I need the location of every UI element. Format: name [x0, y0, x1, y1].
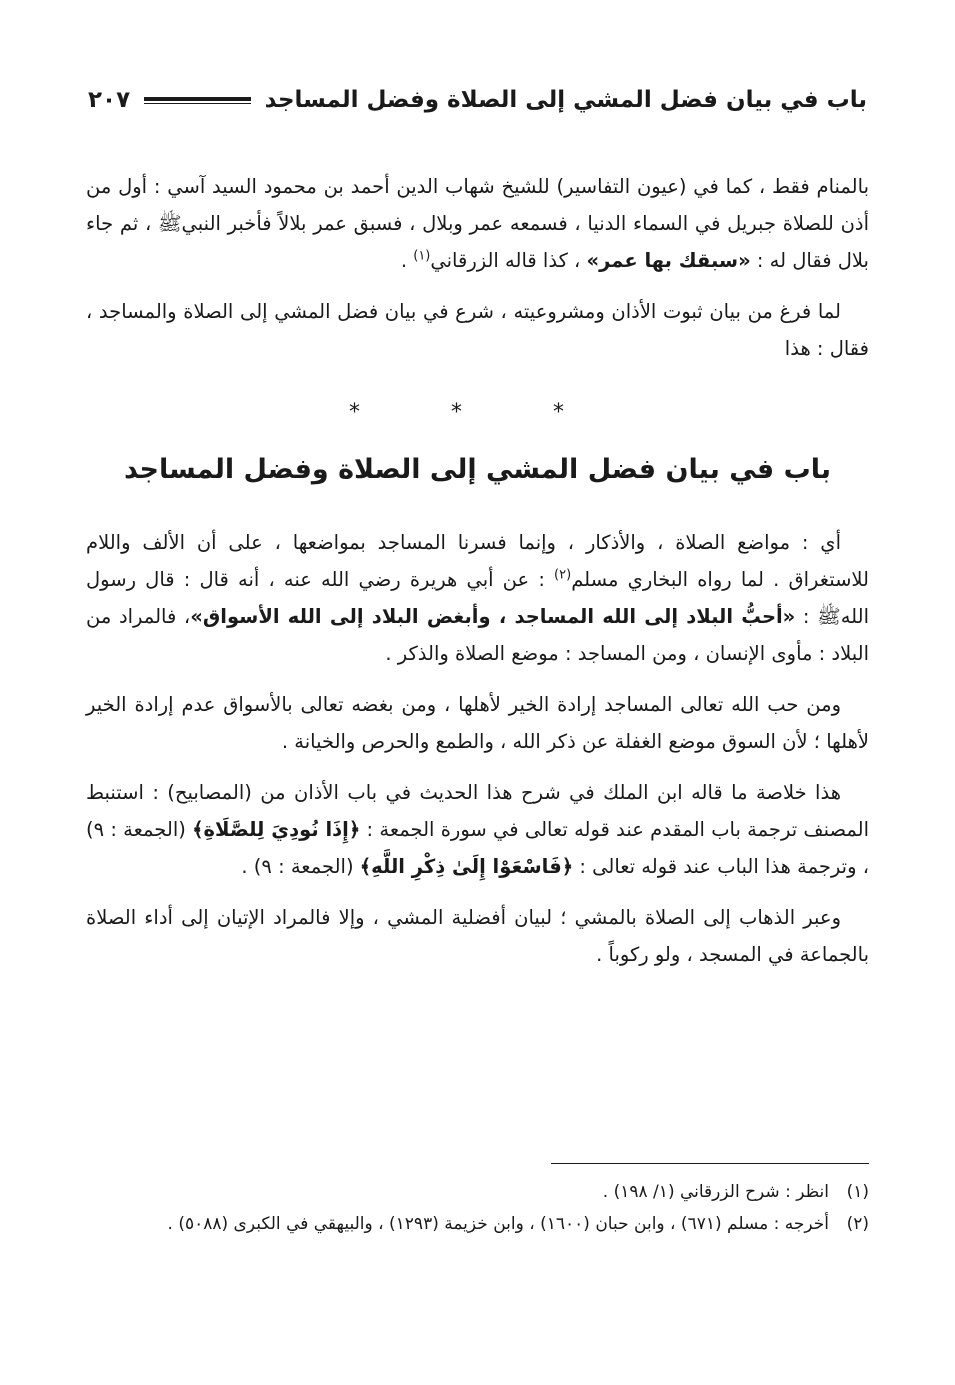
footnote-ref-1[interactable]: (١): [413, 248, 431, 264]
footnote-number: (٢): [846, 1214, 869, 1234]
section-separator: * * *: [349, 400, 606, 425]
hadith-quote: «سبقك بها عمر»: [586, 249, 751, 272]
body-paragraph-2: ومن حب الله تعالى المساجد إرادة الخير لأهلها ، ومن بغضه تعالى بالأسواق عدم إرادة الخير لأهلها ؛ لأن السوق موضع الغفلة عن ذكر الله ، والطمع والحرص والخيانة .: [86, 693, 869, 753]
footnote-number: (١): [846, 1182, 869, 1202]
intro-paragraph-1: بالمنام فقط ، كما في (عيون التفاسير) للشيخ شهاب الدين أحمد بن محمود السيد آسي : أول من أذن للصلاة جبريل في السماء الدنيا ، فسمعه عمر وبلال ، فسبق عمر بلالاً فأخبر النبيﷺ ، ثم جاء بلال فقال له : «سبقك بها عمر» ، كذا قاله الزرقاني$^{(١)}$ .: [86, 175, 869, 272]
running-header-title: باب في بيان فضل المشي إلى الصلاة وفضل المساجد: [264, 87, 867, 113]
footnote-text: أخرجه : مسلم (٦٧١) ، وابن حبان (١٦٠٠) ، وابن خزيمة (١٢٩٣) ، والبيهقي في الكبرى (٥٠٨٨) .: [167, 1214, 829, 1234]
intro-text: [86, 168, 869, 381]
footnote-text: انظر : شرح الزرقاني (١/ ١٩٨) .: [602, 1182, 829, 1202]
footnote-rule: [551, 1163, 869, 1164]
body-paragraph-1: أي : مواضع الصلاة ، والأذكار ، وإنما فسرنا المساجد بمواضعها ، على أن الألف واللام للاستغراق . لما رواه البخاري مسلم$^{(٢)}$ : عن أبي هريرة رضي الله عنه ، أنه قال : قال رسول اللهﷺ : «أحبُّ البلاد إلى الله المساجد ، وأبغض البلاد إلى الله الأسواق»، فالمراد من البلاد : مأوى الإنسان ، ومن المساجد : موضع الصلاة والذكر .: [86, 531, 869, 665]
footnote-item: [86, 1208, 869, 1240]
body-paragraph-3: هذا خلاصة ما قاله ابن الملك في شرح هذا الحديث في باب الأذان من (المصابيح) : استنبط المصنف ترجمة باب المقدم عند قوله تعالى في سورة الجمعة : ﴿إِذَا نُودِيَ لِلصَّلَاةِ﴾ (الجمعة : ٩) ، وترجمة هذا الباب عند قوله تعالى : ﴿فَاسْعَوْا إِلَىٰ ذِكْرِ اللَّهِ﴾ (الجمعة : ٩) .: [86, 781, 870, 878]
footnotes: [86, 1176, 869, 1240]
chapter-body: [86, 524, 869, 987]
footnote-ref-2[interactable]: (٢): [554, 567, 572, 583]
body-paragraph-4: وعبر الذهاب إلى الصلاة بالمشي ؛ لبيان أفضلية المشي ، وإلا فالمراد الإتيان إلى أداء الصلاة بالجماعة في المسجد ، ولو ركوباً .: [86, 906, 869, 966]
running-header: [88, 80, 867, 120]
page-number: ٢٠٧: [88, 87, 131, 113]
footnote-item: [86, 1176, 869, 1208]
quran-quote-2: ﴿فَاسْعَوْا إِلَىٰ ذِكْرِ اللَّهِ﴾: [359, 855, 574, 878]
hadith-quote: «أحبُّ البلاد إلى الله المساجد ، وأبغض البلاد إلى الله الأسواق»: [190, 605, 796, 628]
chapter-title: باب في بيان فضل المشي إلى الصلاة وفضل المساجد: [123, 454, 832, 485]
intro-paragraph-2: لما فرغ من بيان ثبوت الأذان ومشروعيته ، شرع في بيان فضل المشي إلى الصلاة والمساجد ، فقال : هذا: [86, 300, 869, 360]
header-rule: [144, 97, 251, 104]
quran-quote-1: ﴿إِذَا نُودِيَ لِلصَّلَاةِ﴾: [192, 818, 361, 841]
